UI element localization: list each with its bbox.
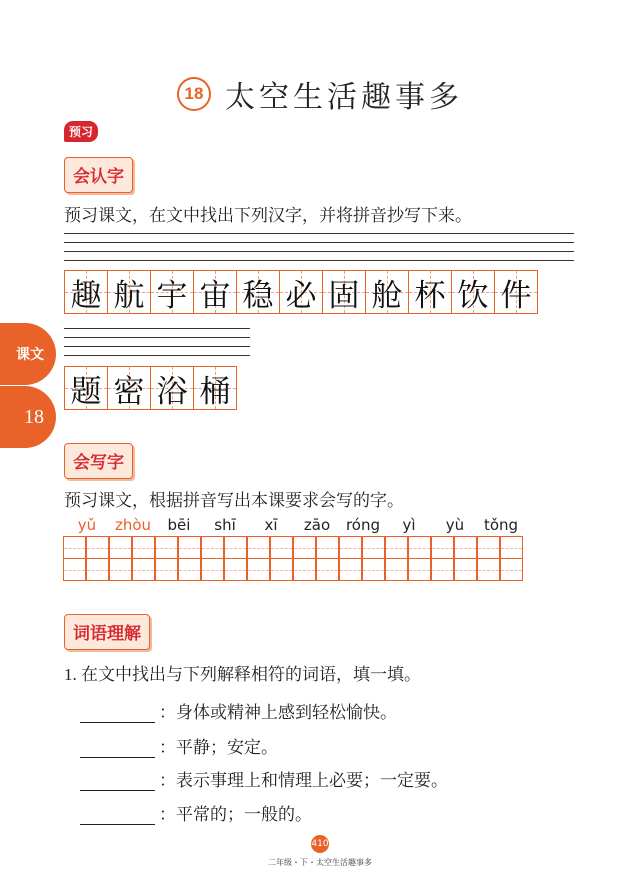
pinyin-label: zāo xyxy=(303,516,331,534)
side-tab-number: 18 xyxy=(0,386,56,448)
writing-cell[interactable] xyxy=(454,558,477,581)
writing-cell[interactable] xyxy=(362,536,385,559)
pinyin-row xyxy=(64,516,524,534)
char-cell: 浴 xyxy=(150,366,194,410)
writing-cell[interactable] xyxy=(270,536,293,559)
char-cell: 桶 xyxy=(193,366,237,410)
writing-cell[interactable] xyxy=(293,536,316,559)
writing-cell[interactable] xyxy=(86,536,109,559)
writing-cell[interactable] xyxy=(339,536,362,559)
char-cell: 宇 xyxy=(150,270,194,314)
writing-cell[interactable] xyxy=(224,558,247,581)
lesson-number-badge: 18 xyxy=(177,77,211,111)
writing-cell[interactable] xyxy=(178,536,201,559)
char-cell: 宙 xyxy=(193,270,237,314)
words-question: 1. 在文中找出与下列解释相符的词语，填一填。 xyxy=(64,665,421,684)
writing-cell[interactable] xyxy=(63,536,86,559)
pinyin-writing-lines[interactable] xyxy=(64,328,250,358)
pinyin-label: bēi xyxy=(167,516,191,534)
writing-grid[interactable] xyxy=(64,537,524,581)
writing-cell[interactable] xyxy=(201,558,224,581)
answer-blank[interactable] xyxy=(80,706,155,723)
char-cell: 舱 xyxy=(365,270,409,314)
writing-cell[interactable] xyxy=(270,558,293,581)
word-item: ：身体或精神上感到轻松愉快。 xyxy=(80,698,397,723)
writing-cell[interactable] xyxy=(201,536,224,559)
writing-cell[interactable] xyxy=(155,536,178,559)
answer-blank[interactable] xyxy=(80,774,155,791)
char-cell: 稳 xyxy=(236,270,280,314)
writing-cell[interactable] xyxy=(500,536,523,559)
char-cell: 题 xyxy=(64,366,108,410)
writing-cell[interactable] xyxy=(385,536,408,559)
preview-tag: 预习 xyxy=(64,121,98,142)
writing-cell[interactable] xyxy=(155,558,178,581)
lesson-title: 太空生活趣事多 xyxy=(225,81,463,114)
writing-cell[interactable] xyxy=(247,536,270,559)
writing-cell[interactable] xyxy=(132,558,155,581)
writing-cell[interactable] xyxy=(224,536,247,559)
pinyin-label: róng xyxy=(345,516,381,534)
writing-cell[interactable] xyxy=(385,558,408,581)
pinyin-label: shī xyxy=(214,516,236,534)
answer-blank[interactable] xyxy=(80,741,155,758)
section-label-words: 词语理解 xyxy=(64,614,150,650)
writing-cell[interactable] xyxy=(477,558,500,581)
writing-cell[interactable] xyxy=(109,536,132,559)
read-instruction: 预习课文，在文中找出下列汉字，并将拼音抄写下来。 xyxy=(64,206,472,225)
writing-cell[interactable] xyxy=(454,536,477,559)
writing-cell[interactable] xyxy=(408,558,431,581)
writing-cell[interactable] xyxy=(431,558,454,581)
writing-cell[interactable] xyxy=(339,558,362,581)
char-cell: 趣 xyxy=(64,270,108,314)
char-cell: 固 xyxy=(322,270,366,314)
word-item: ：平静；安定。 xyxy=(80,733,278,758)
writing-cell[interactable] xyxy=(132,536,155,559)
writing-cell[interactable] xyxy=(63,558,86,581)
writing-cell[interactable] xyxy=(86,558,109,581)
writing-cell[interactable] xyxy=(362,558,385,581)
char-cell: 件 xyxy=(494,270,538,314)
writing-cell[interactable] xyxy=(316,558,339,581)
footer-text: 二年级・下・太空生活趣事多 xyxy=(268,858,372,867)
page-title xyxy=(0,72,640,116)
side-tab-label: 课文 xyxy=(0,323,56,385)
char-cell: 饮 xyxy=(451,270,495,314)
writing-cell[interactable] xyxy=(408,536,431,559)
writing-cell[interactable] xyxy=(477,536,500,559)
char-cell: 航 xyxy=(107,270,151,314)
writing-cell[interactable] xyxy=(500,558,523,581)
writing-cell[interactable] xyxy=(247,558,270,581)
writing-cell[interactable] xyxy=(109,558,132,581)
word-item: ：表示事理上和情理上必要；一定要。 xyxy=(80,766,448,791)
character-grid-row2 xyxy=(64,366,237,410)
char-cell: 密 xyxy=(107,366,151,410)
write-instruction: 预习课文，根据拼音写出本课要求会写的字。 xyxy=(64,491,404,510)
writing-cell[interactable] xyxy=(431,536,454,559)
pinyin-label: yù xyxy=(445,516,465,534)
writing-cell[interactable] xyxy=(178,558,201,581)
answer-blank[interactable] xyxy=(80,808,155,825)
pinyin-label: yì xyxy=(402,516,416,534)
pinyin-label: xī xyxy=(264,516,278,534)
pinyin-label: tǒng xyxy=(483,516,519,534)
writing-cell[interactable] xyxy=(316,536,339,559)
pinyin-label: zhòu xyxy=(114,516,152,534)
char-cell: 杯 xyxy=(408,270,452,314)
char-cell: 必 xyxy=(279,270,323,314)
section-label-write: 会写字 xyxy=(64,443,133,479)
section-label-read: 会认字 xyxy=(64,157,133,193)
word-item: ：平常的；一般的。 xyxy=(80,800,312,825)
pinyin-writing-lines[interactable] xyxy=(64,233,574,263)
writing-cell[interactable] xyxy=(293,558,316,581)
character-grid-row1 xyxy=(64,270,538,314)
page-number: 410 xyxy=(311,835,329,853)
pinyin-label: yǔ xyxy=(77,516,97,534)
